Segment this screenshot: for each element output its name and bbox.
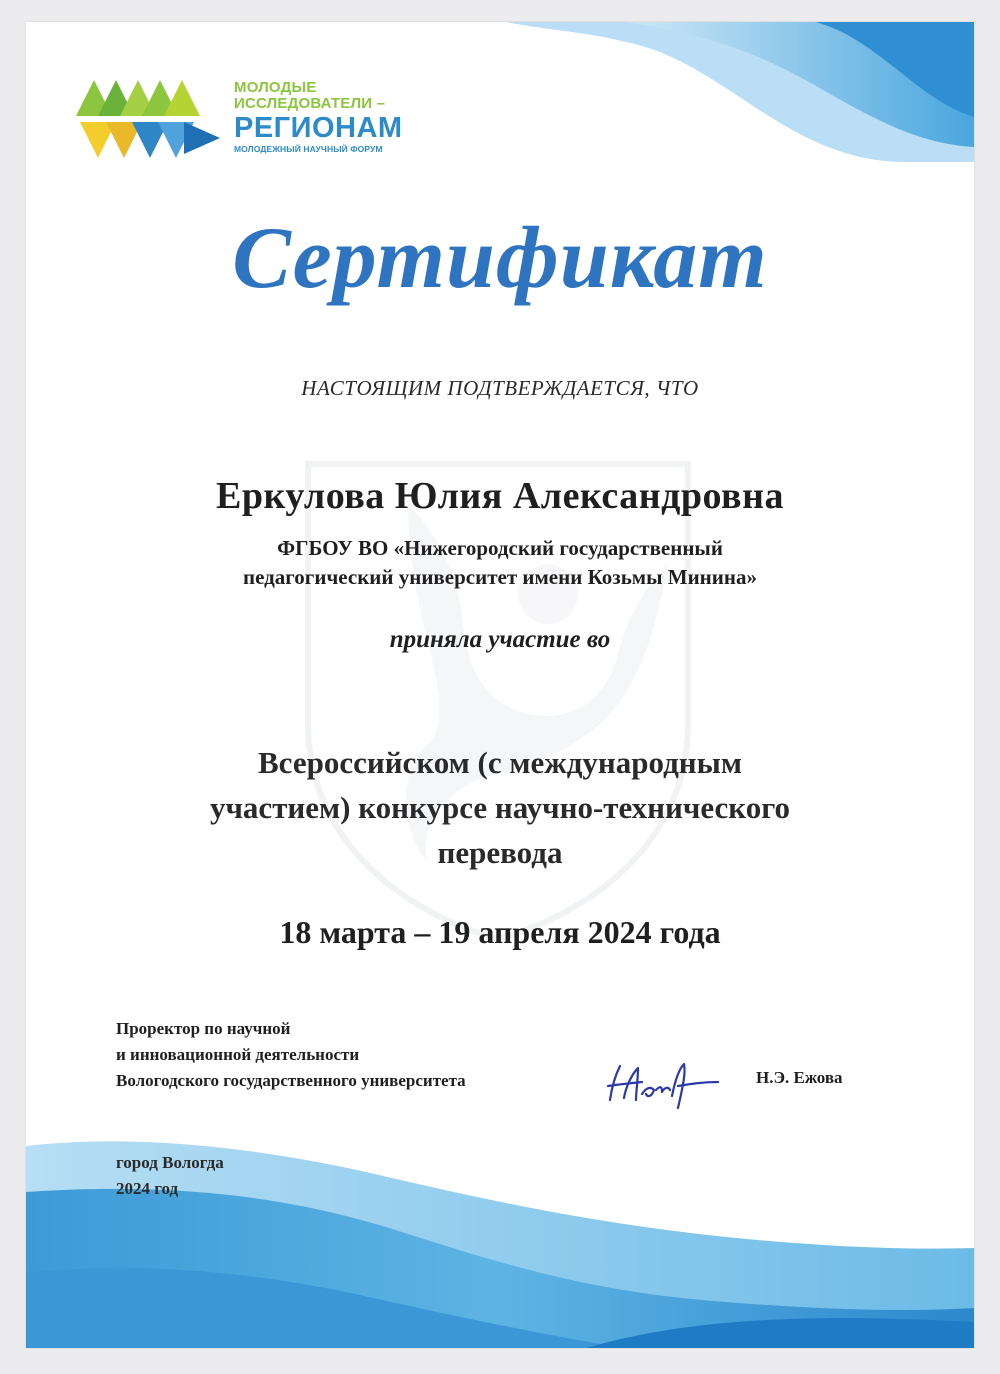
recipient-organization [26, 534, 974, 592]
logo-line-3: РЕГИОНАМ [234, 112, 403, 144]
confirmation-text: НАСТОЯЩИМ ПОДТВЕРЖДАЕТСЯ, ЧТО [301, 376, 699, 400]
signer-position-line-3: Вологодского государственного университета [116, 1071, 466, 1090]
contest-dates: 18 марта – 19 апреля 2024 года [279, 914, 721, 950]
logo-text [234, 80, 403, 155]
organization-line-2: педагогический университет имени Козьмы Минина» [243, 565, 757, 589]
certificate-title: Сертификат [232, 210, 768, 307]
recipient-name: Еркулова Юлия Александровна [216, 475, 784, 517]
participation-text: приняла участие во [389, 626, 611, 653]
issue-city: город Вологда [116, 1153, 224, 1172]
contest-line-3: перевода [437, 835, 563, 870]
forum-logo-icon [76, 78, 226, 160]
signer-position-line-1: Проректор по научной [116, 1019, 291, 1038]
issue-place-year [116, 1150, 224, 1202]
signer-position-line-2: и инновационной деятельности [116, 1045, 360, 1064]
logo-line-4: МОЛОДЕЖНЫЙ НАУЧНЫЙ ФОРУМ [234, 144, 383, 154]
organization-line-1: ФГБОУ ВО «Нижегородский государственный [277, 536, 723, 560]
signer-position [116, 1016, 466, 1094]
handwritten-signature-icon [602, 1056, 728, 1116]
contest-line-1: Всероссийском (с международным [258, 745, 742, 780]
contest-line-2: участием) конкурсе научно-технического [209, 790, 791, 825]
logo-line-2: ИССЛЕДОВАТЕЛИ – [234, 95, 386, 112]
certificate-page [26, 22, 974, 1348]
contest-name [26, 740, 974, 875]
issue-year: 2024 год [116, 1179, 179, 1198]
logo-line-1: МОЛОДЫЕ [234, 79, 317, 96]
signer-name: Н.Э. Ежова [756, 1068, 843, 1087]
